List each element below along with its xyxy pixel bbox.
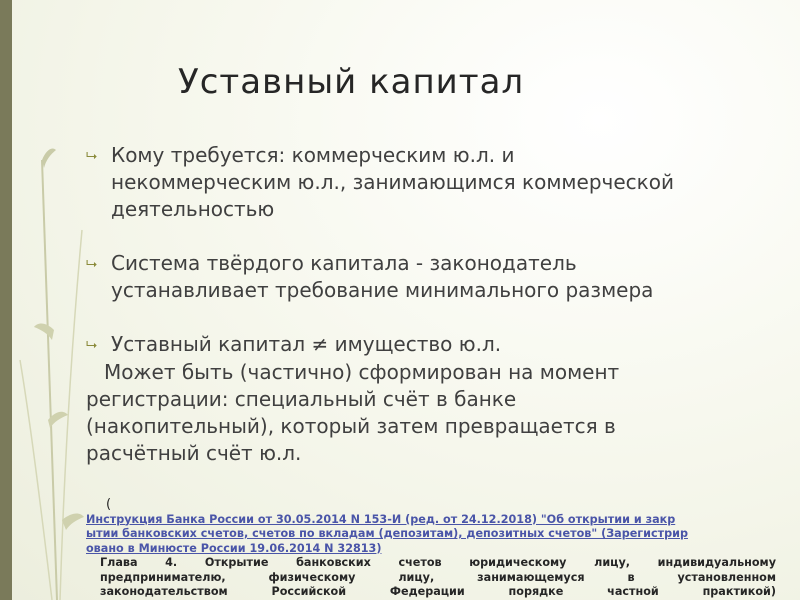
reference-quote-line: законодательством Российской Федерации порядке частной практикой) xyxy=(100,585,776,598)
arrow-bullet-icon: ⮡ xyxy=(86,337,98,353)
arrow-bullet-icon: ⮡ xyxy=(86,148,98,164)
left-accent-bar xyxy=(0,0,12,600)
bullet-item xyxy=(86,331,786,359)
paragraph-line: (накопительный), который затем превращается в xyxy=(86,414,616,438)
reference-quote-line: предпринимателю, физическому лицу, занимающемуся в установленном xyxy=(100,570,776,584)
bullet-line: Уставный капитал ≠ имущество ю.л. xyxy=(111,332,502,356)
bullet-item xyxy=(86,250,786,304)
paragraph-first-line: Может быть (частично) сформирован на момент xyxy=(104,360,620,384)
bullet-line: Кому требуется: коммерческим ю.л. и xyxy=(111,143,515,167)
bullet-line: Система твёрдого капитала - законодатель xyxy=(111,251,577,275)
reference-link[interactable] xyxy=(86,513,776,557)
reference-open-paren: ( xyxy=(106,497,112,512)
reference-block xyxy=(86,498,776,600)
reference-link-line[interactable]: ытии банковских счетов, счетов по вкладам (депозитам), депозитных счетов" (Зарегистрир xyxy=(86,527,688,540)
bullet-text xyxy=(111,331,786,359)
bullet-item xyxy=(86,142,786,223)
bullet-line: деятельностью xyxy=(111,197,275,221)
reference-quote-line: Глава 4. Открытие банковских счетов юридическому лицу, индивидуальному xyxy=(100,556,776,569)
paragraph-line: регистрации: специальный счёт в банке xyxy=(86,387,517,411)
paragraph-line: расчётный счёт ю.л. xyxy=(86,441,302,465)
bullet-line: устанавливает требование минимального размера xyxy=(111,278,654,302)
bullet-text xyxy=(111,250,786,304)
bullet-text xyxy=(111,142,786,223)
slide-body xyxy=(86,142,786,467)
slide-title: Уставный капитал xyxy=(178,62,525,102)
bullet-line: некоммерческим ю.л., занимающимся коммерческой xyxy=(111,170,674,194)
reference-link-line[interactable]: Инструкция Банка России от 30.05.2014 N 153-И (ред. от 24.12.2018) "Об открытии и закр xyxy=(86,512,676,526)
reference-link-line[interactable]: овано в Минюсте России 19.06.2014 N 32813) xyxy=(86,541,382,555)
arrow-bullet-icon: ⮡ xyxy=(86,256,98,272)
